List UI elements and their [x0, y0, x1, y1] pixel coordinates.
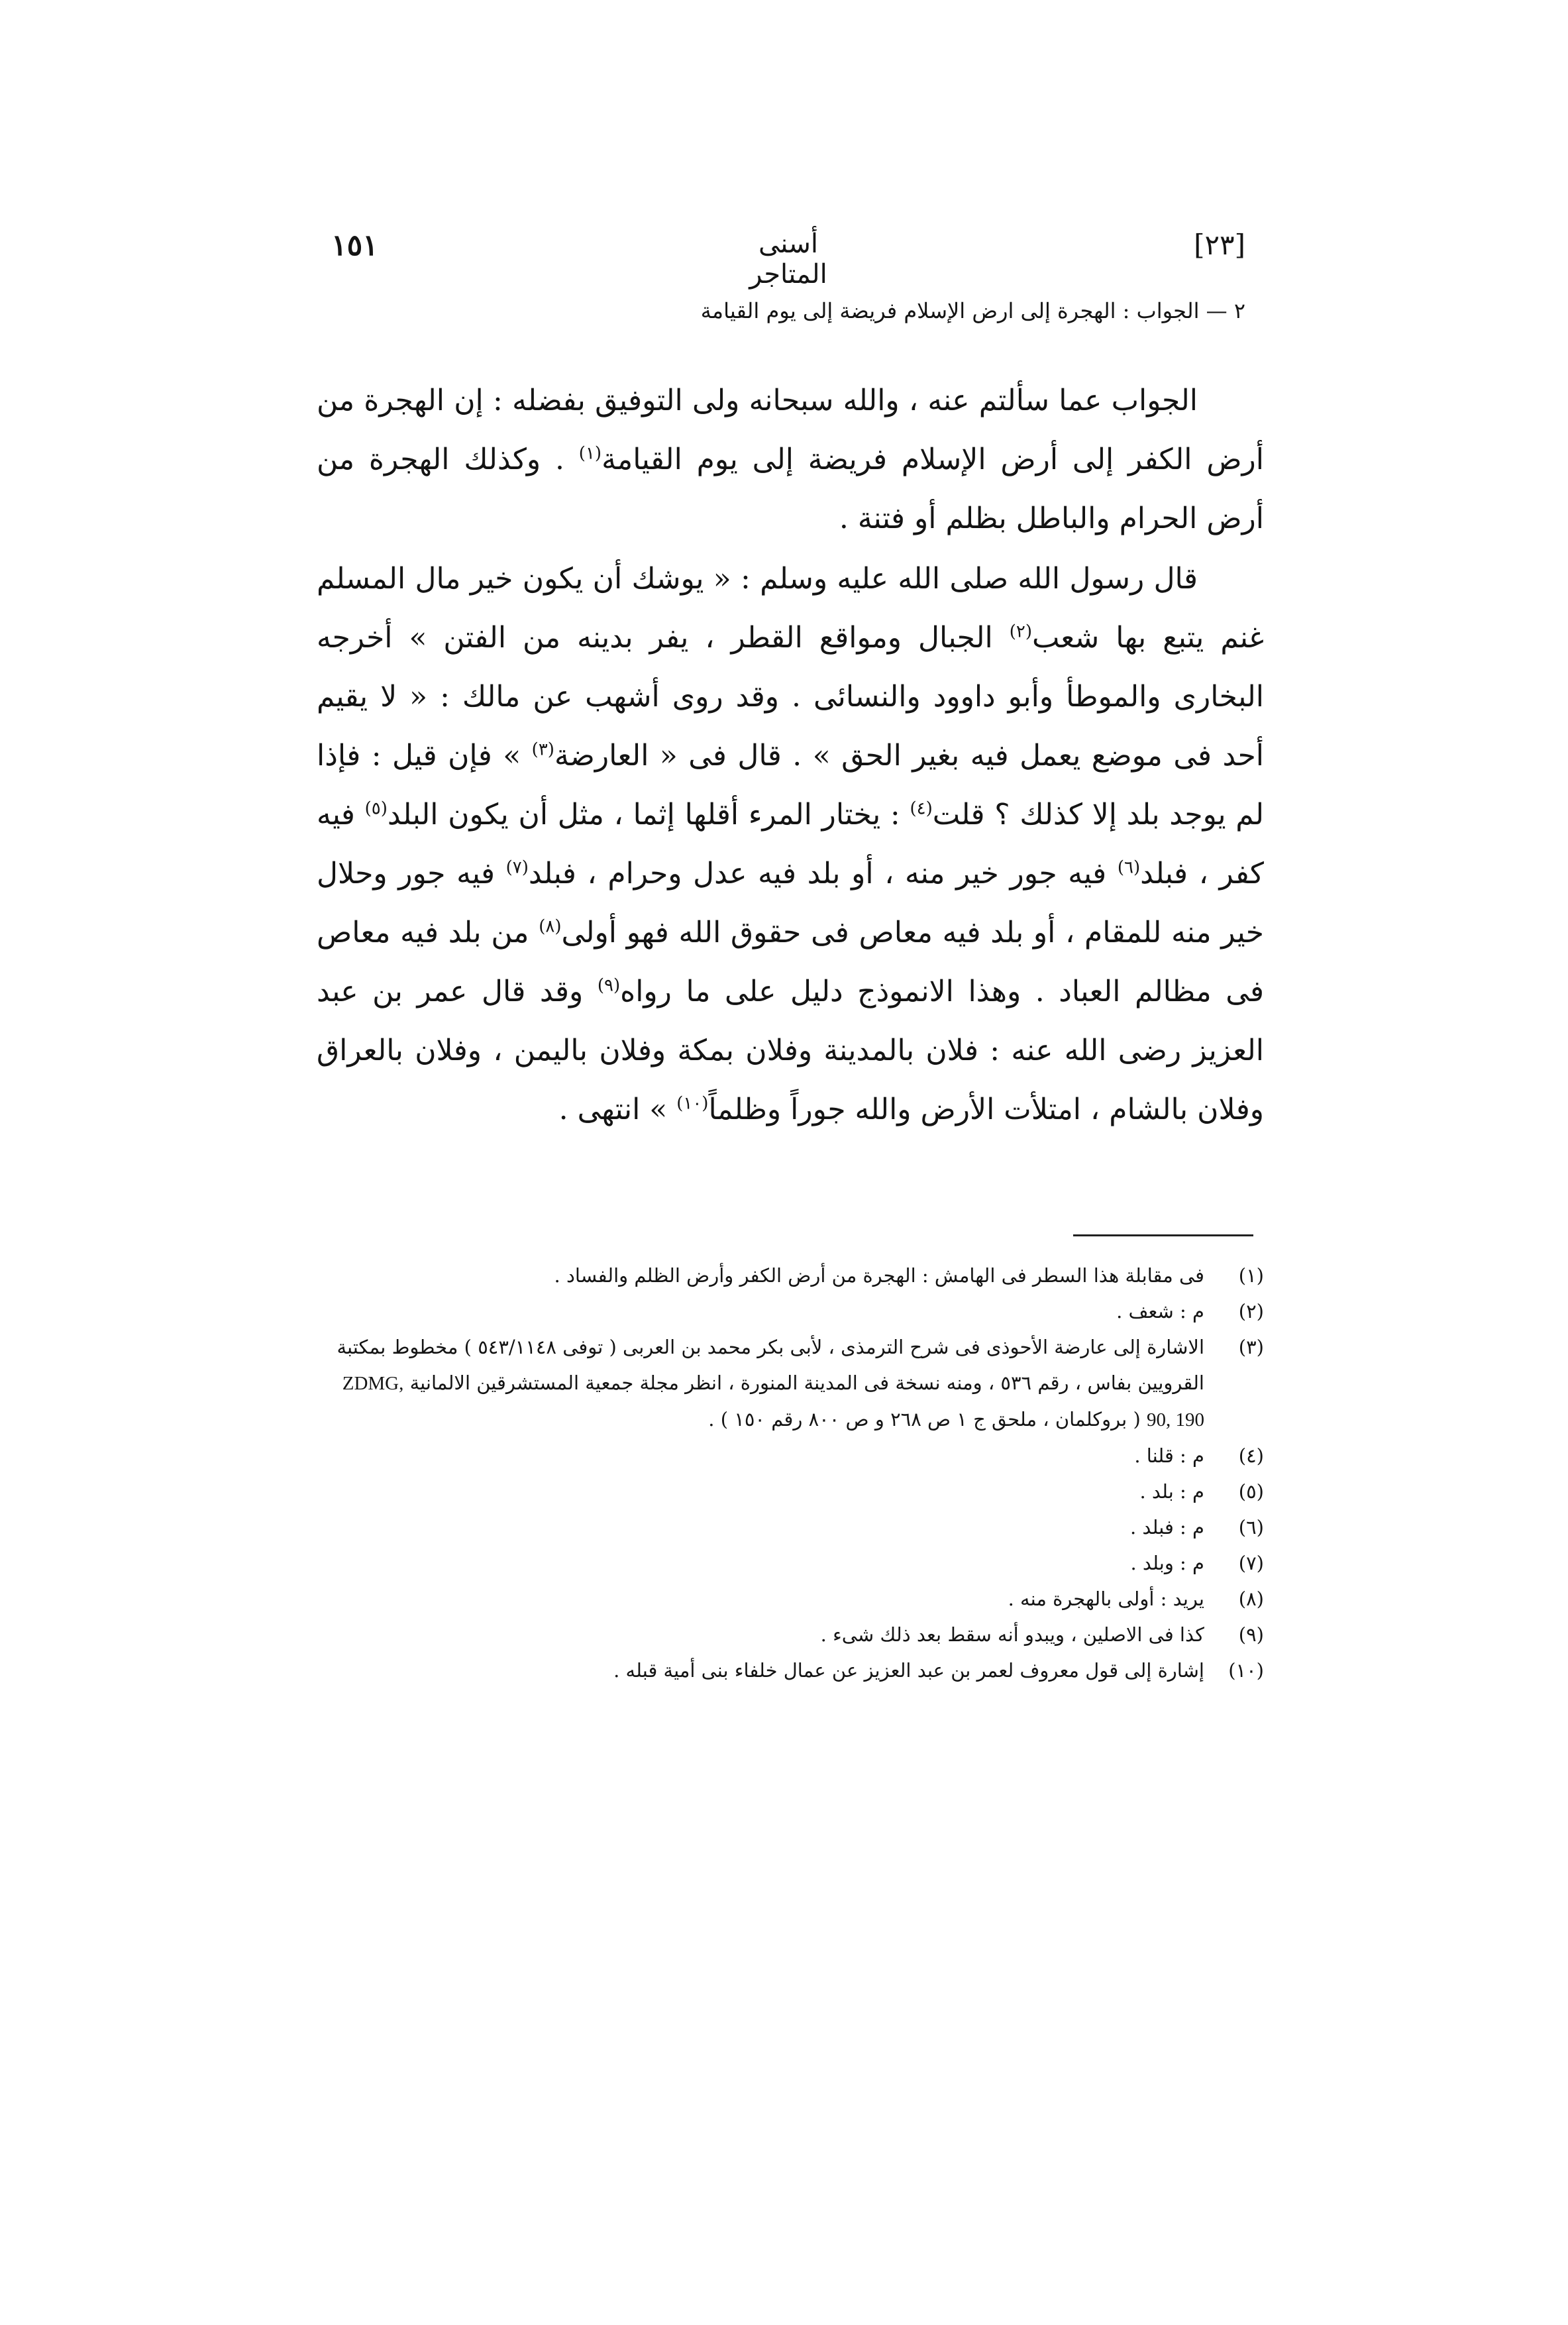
footnote-latin-citation: ZDMG, 90, 190: [342, 1373, 1204, 1431]
footnote-7: [317, 1545, 1264, 1581]
text-run: من بلد فيه معاص فى مظالم العباد . وهذا الانموذج دليل على ما رواه: [317, 916, 1264, 1008]
footnote-number: (٥): [1238, 1480, 1264, 1503]
footnote-ref: (١٠): [676, 1093, 709, 1114]
page-number: ١٥١: [331, 229, 378, 262]
footnote-4: [317, 1438, 1264, 1474]
text-run: » فإن قيل : فإذا لم يوجد بلد إلا كذلك ؟ قلت: [317, 739, 1264, 832]
footnote-text: فى مقابلة هذا السطر فى الهامش : الهجرة من أرض الكفر وأرض الظلم والفساد .: [554, 1264, 1204, 1287]
footnote-ref: (٢): [1009, 622, 1032, 642]
footnote-text: ( بروكلمان ، ملحق ج ١ ص ٢٦٨ و ص ٨٠٠ رقم ١٥٠ ) .: [708, 1408, 1147, 1431]
text-run: الجواب عما سألتم عنه ، والله سبحانه ولى التوفيق بفضله : إن الهجرة من أرض الكفر إلى أرض الإسلام فريضة إلى يوم القيامة: [317, 384, 1265, 476]
footnote-ref: (٩): [597, 975, 621, 996]
footnote-number: (٦): [1238, 1516, 1264, 1539]
paragraph-2: [317, 549, 1264, 1139]
footnote-text: إشارة إلى قول معروف لعمر بن عبد العزيز عن عمال خلفاء بنى أمية قبله .: [613, 1659, 1204, 1682]
section-number: [٢٣]: [1194, 229, 1245, 261]
text-run: وقد قال عمر بن عبد العزيز رضى الله عنه : فلان بالمدينة وفلان بمكة وفلان باليمن ، وفلان بالعراق وفلان بالشام ، امتلأت الأرض والله جوراً وظلماً: [317, 975, 1264, 1126]
footnote-10: [317, 1652, 1264, 1688]
footnote-number: (٨): [1238, 1588, 1264, 1610]
text-run: قال رسول الله صلى الله عليه وسلم : « يوشك أن يكون خير مال المسلم غنم يتبع بها شعب: [317, 562, 1264, 655]
footnote-text: يريد : أولى بالهجرة منه .: [1008, 1588, 1204, 1610]
text-run: فيه جور خير منه ، أو بلد فيه عدل وحرام ، فبلد: [528, 857, 1118, 891]
text-run: . وكذلك الهجرة من أرض الحرام والباطل بظلم أو فتنة .: [317, 443, 1264, 535]
footnote-number: (٣): [1238, 1336, 1264, 1358]
footnote-1: [317, 1258, 1264, 1293]
running-header: [331, 229, 1245, 290]
footnote-text: م : بلد .: [1139, 1480, 1204, 1503]
footnote-text: م : شعف .: [1116, 1300, 1204, 1323]
footnote-6: [317, 1509, 1264, 1545]
footnote-ref: (٣): [531, 739, 554, 760]
footnote-text: كذا فى الاصلين ، ويبدو أنه سقط بعد ذلك شىء .: [820, 1623, 1204, 1646]
footnote-3: [317, 1329, 1264, 1438]
text-run: : يختار المرء أقلها إثما ، مثل أن يكون البلد: [387, 798, 910, 832]
footnote-8: [317, 1581, 1264, 1617]
footnote-5: [317, 1474, 1264, 1509]
footnote-ref: (٧): [505, 857, 529, 878]
text-run: فيه كفر ، فبلد: [317, 798, 1264, 891]
footnote-ref: (٥): [364, 798, 388, 819]
footnote-ref: (١): [578, 443, 602, 464]
text-run: الجبال ومواقع القطر ، يفر بدينه من الفتن » أخرجه البخارى والموطأ وأبو داوود والنسائى . وقد روى أشهب عن مالك : « لا يقيم أحد فى موضع يعمل فيه بغير الحق » . قال فى « العارضة: [317, 621, 1265, 773]
footnote-text: م : قلنا .: [1134, 1444, 1204, 1467]
footnotes: [317, 1258, 1264, 1688]
footnote-number: (١٠): [1228, 1659, 1264, 1682]
chapter-heading: ٢ — الجواب : الهجرة إلى ارض الإسلام فريضة إلى يوم القيامة: [700, 298, 1245, 323]
footnote-ref: (٦): [1117, 857, 1141, 878]
main-text: [317, 371, 1264, 1139]
footnote-number: (٩): [1238, 1623, 1264, 1646]
footnote-number: (٤): [1238, 1444, 1264, 1467]
book-title: أسنى المتاجر: [749, 229, 827, 290]
text-run: فيه جور وحلال خير منه للمقام ، أو بلد فيه معاص فى حقوق الله فهو أولى: [317, 857, 1265, 949]
footnote-number: (١): [1238, 1264, 1264, 1287]
footnote-2: [317, 1293, 1264, 1329]
text-run: » انتهى .: [558, 1093, 677, 1126]
footnote-ref: (٤): [910, 798, 933, 819]
footnote-number: (٧): [1238, 1552, 1264, 1574]
paragraph-1: [317, 371, 1264, 548]
footnote-ref: (٨): [539, 916, 562, 937]
footnote-text: الاشارة إلى عارضة الأحوذى فى شرح الترمذى ، لأبى بكر محمد بن العربى ( توفى ٥٤٣/١١٤٨ ) مخطوط بمكتبة القرويين بفاس ، رقم ٥٣٦ ، ومنه نسخة فى المدينة المنورة ، انظر مجلة جمعية المستشرقين الالمانية: [337, 1336, 1204, 1394]
footnote-9: [317, 1617, 1264, 1652]
footnote-text: م : وبلد .: [1130, 1552, 1204, 1574]
footnote-divider: [1073, 1234, 1253, 1236]
footnote-number: (٢): [1238, 1300, 1264, 1323]
footnote-text: م : فبلد .: [1129, 1516, 1204, 1539]
